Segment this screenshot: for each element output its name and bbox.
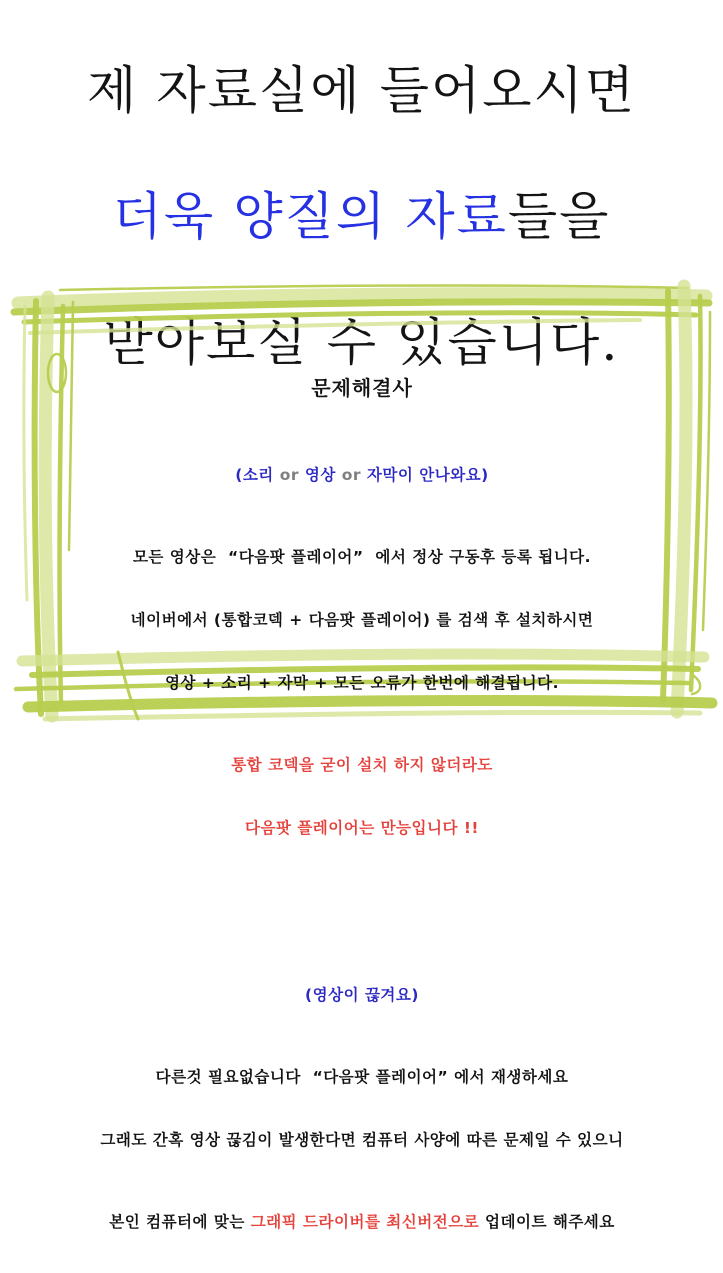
final-line-post: 업데이트 해주세요	[479, 1213, 615, 1231]
answer-1-line-1: 모든 영상은 “다음팟 플레이어” 에서 정상 구동후 등록 됩니다.	[132, 548, 592, 566]
highlight-line-1: 통합 코덱을 굳이 설치 하지 않더라도	[231, 756, 493, 774]
intro-line-2-blue: 더욱 양질의 자료	[112, 188, 508, 247]
question-1-or2: or	[341, 466, 362, 484]
intro-line-1: 제 자료실에 들어오시면	[86, 62, 637, 121]
highlight-line-2: 다음팟 플레이어는 만능입니다 !!	[245, 819, 479, 837]
answer-1-line-2: 네이버에서 (통합코덱 + 다음팟 플레이어) 를 검색 후 설치하시면	[130, 611, 594, 629]
troubleshooter-panel	[78, 337, 646, 1273]
intro-line-2	[0, 174, 723, 262]
question-1	[78, 463, 646, 488]
section-gap	[78, 898, 646, 926]
final-line-pre: 본인 컴퓨터에 맞는	[109, 1213, 251, 1231]
final-line	[78, 1210, 646, 1235]
intro-line-2-black: 들을	[507, 188, 611, 247]
question-2: (영상이 끊겨요)	[305, 986, 419, 1004]
question-1-part1: (소리	[235, 466, 280, 484]
answer-2-line-2: 그래도 간혹 영상 끊김이 발생한다면 컴퓨터 사양에 따른 문제일 수 있으니	[100, 1131, 624, 1149]
answer-1-line-3: 영상 + 소리 + 자막 + 모든 오류가 한번에 해결됩니다.	[165, 674, 559, 692]
question-1-part3: 자막이 안나와요)	[361, 466, 489, 484]
final-line-highlight: 그래픽 드라이버를 최신버전으로	[250, 1213, 480, 1231]
intro-line-3: 받아보실 수 있습니다.	[103, 314, 620, 373]
question-1-part2: 영상	[298, 466, 342, 484]
notice-title: 문제해결사	[311, 376, 413, 400]
question-1-or1: or	[279, 466, 299, 484]
answer-2-line-1: 다른것 필요없습니다 “다음팟 플레이어” 에서 재생하세요	[155, 1068, 569, 1086]
